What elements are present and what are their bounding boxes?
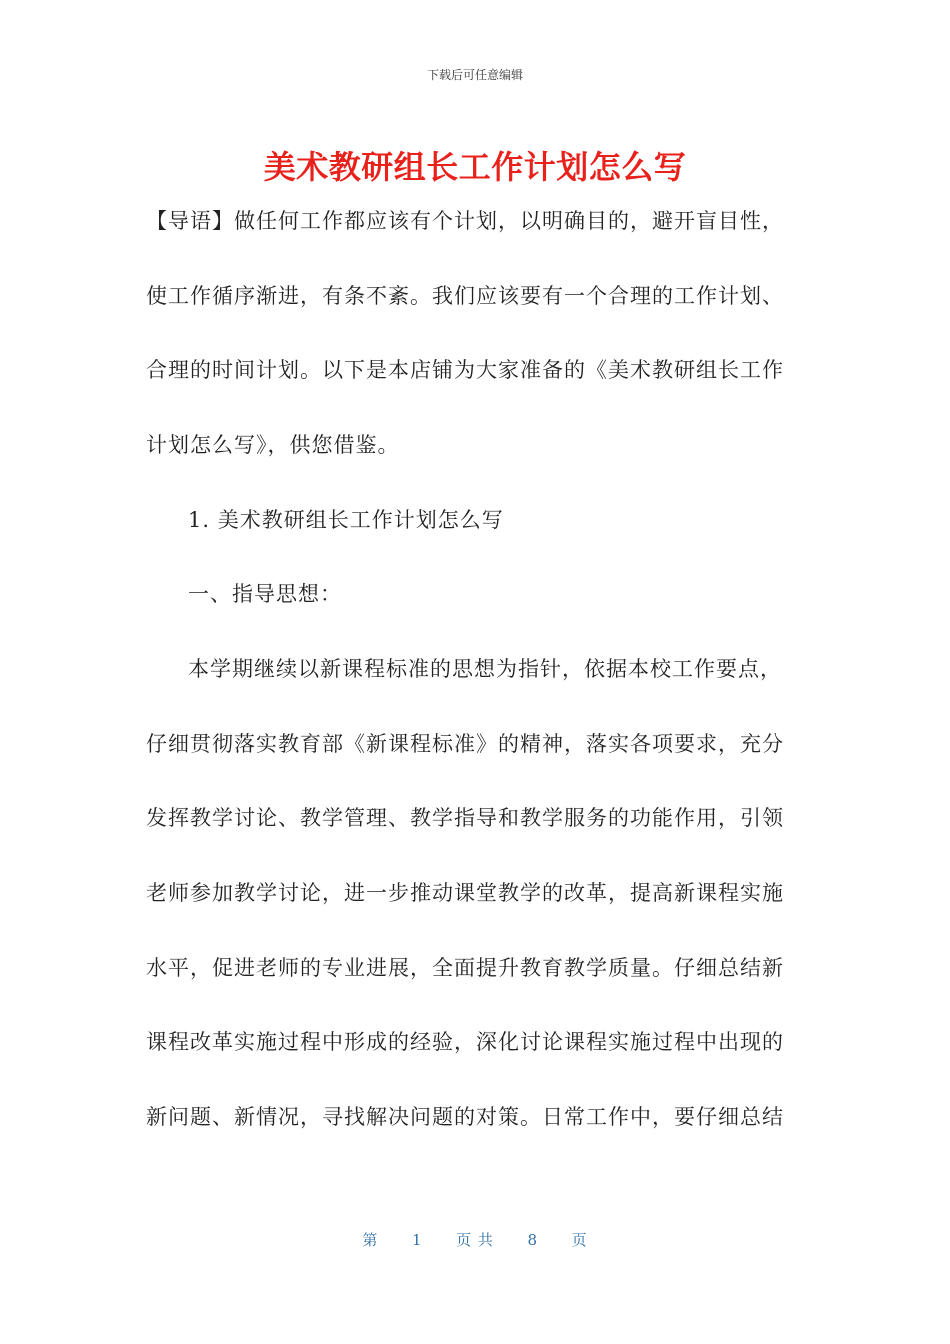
paragraph-line: 老师参加教学讨论，进一步推动课堂教学的改革，提高新课程实施 bbox=[146, 881, 784, 905]
paragraph-line: 本学期继续以新课程标准的思想为指针，依据本校工作要点， bbox=[188, 657, 782, 681]
document-title: 美术教研组长工作计划怎么写 bbox=[263, 148, 687, 186]
paragraph-line: 【导语】做任何工作都应该有个计划，以明确目的，避开盲目性， bbox=[146, 209, 784, 233]
page-label-prefix: 第 bbox=[362, 1231, 379, 1249]
paragraph-line: 仔细贯彻落实教育部《新课程标准》的精神，落实各项要求，充分 bbox=[146, 732, 784, 756]
section-heading: 1. 美术教研组长工作计划怎么写 bbox=[188, 508, 504, 532]
paragraph-line: 使工作循序渐进，有条不紊。我们应该要有一个合理的工作计划、 bbox=[146, 284, 784, 308]
paragraph-line: 新问题、新情况，寻找解决问题的对策。日常工作中，要仔细总结 bbox=[146, 1105, 784, 1129]
page-label-middle: 页 共 bbox=[456, 1231, 494, 1249]
paragraph-line: 计划怎么写》，供您借鉴。 bbox=[146, 433, 400, 457]
page-footer bbox=[0, 1229, 950, 1250]
header-note: 下载后可任意编辑 bbox=[426, 68, 523, 82]
paragraph-line: 课程改革实施过程中形成的经验，深化讨论课程实施过程中出现的 bbox=[146, 1030, 784, 1054]
current-page-number: 1 bbox=[412, 1231, 423, 1249]
paragraph-line: 合理的时间计划。以下是本店铺为大家准备的《美术教研组长工作 bbox=[146, 358, 784, 382]
paragraph-line: 水平，促进老师的专业进展，全面提升教育教学质量。仔细总结新 bbox=[146, 956, 784, 980]
page-label-suffix: 页 bbox=[571, 1231, 588, 1249]
paragraph-line: 发挥教学讨论、教学管理、教学指导和教学服务的功能作用，引领 bbox=[146, 806, 784, 830]
total-pages-number: 8 bbox=[527, 1231, 538, 1249]
subsection-heading: 一、指导思想： bbox=[188, 582, 342, 606]
